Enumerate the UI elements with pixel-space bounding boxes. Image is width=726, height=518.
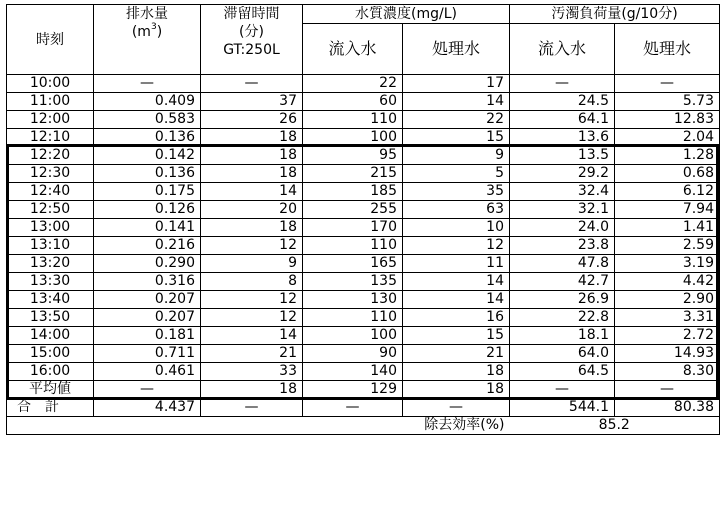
cell-time: 13:00 [7,219,94,237]
cell-retention: 9 [201,255,303,273]
cell-load-in: 29.2 [510,165,615,183]
cell-load-in: 64.5 [510,363,615,381]
cell-discharge: 0.583 [94,111,201,129]
total-label: 合計 [7,399,94,417]
cell-discharge: 0.142 [94,147,201,165]
cell-load-out: 12.83 [615,111,720,129]
cell-discharge: 0.316 [94,273,201,291]
cell-time: 12:30 [7,165,94,183]
table-row [7,309,720,327]
total-conc-out: — [403,399,510,417]
cell-conc-in: 22 [303,75,403,93]
cell-discharge: 0.207 [94,309,201,327]
cell-load-out: 1.28 [615,147,720,165]
cell-discharge: 0.141 [94,219,201,237]
cell-conc-in: 90 [303,345,403,363]
cell-load-out: 8.30 [615,363,720,381]
cell-load-in: 47.8 [510,255,615,273]
total-load-out: 80.38 [615,399,720,417]
cell-load-in: 18.1 [510,327,615,345]
table-row [7,327,720,345]
removal-value: 85.2 [510,417,720,435]
cell-load-out: 0.68 [615,165,720,183]
header-retention-label: 滞留時間 [223,6,280,22]
table-row [7,165,720,183]
average-load-in: — [510,381,615,399]
cell-conc-out: 14 [403,291,510,309]
cell-time: 13:20 [7,255,94,273]
average-row [7,381,720,399]
cell-load-in: 32.1 [510,201,615,219]
water-quality-table [6,4,720,435]
cell-load-in: 24.5 [510,93,615,111]
cell-discharge: 0.207 [94,291,201,309]
header-retention-unit: (分) [239,24,264,40]
cell-time: 12:50 [7,201,94,219]
header-retention [201,5,303,75]
header-quality-treated: 処理水 [403,24,510,75]
cell-discharge: 0.126 [94,201,201,219]
cell-conc-out: 21 [403,345,510,363]
cell-conc-out: 15 [403,129,510,147]
cell-conc-in: 110 [303,111,403,129]
table-row [7,129,720,147]
cell-conc-in: 100 [303,129,403,147]
cell-retention: 12 [201,237,303,255]
cell-load-out: 3.31 [615,309,720,327]
cell-conc-out: 63 [403,201,510,219]
table-row [7,219,720,237]
total-row [7,399,720,417]
cell-load-out: 2.04 [615,129,720,147]
table-row [7,237,720,255]
cell-retention: 33 [201,363,303,381]
cell-discharge: 0.461 [94,363,201,381]
cell-conc-in: 165 [303,255,403,273]
cell-discharge: — [94,75,201,93]
cell-discharge: 0.181 [94,327,201,345]
cell-time: 13:40 [7,291,94,309]
cell-load-out: 2.59 [615,237,720,255]
cell-conc-out: 5 [403,165,510,183]
header-load-inflow: 流入水 [510,24,615,75]
cell-load-in: 13.6 [510,129,615,147]
table-row [7,273,720,291]
header-time: 時刻 [7,5,94,75]
average-conc-in: 129 [303,381,403,399]
average-retention: 18 [201,381,303,399]
average-label: 平均値 [7,381,94,399]
cell-conc-in: 185 [303,183,403,201]
cell-load-in: 32.4 [510,183,615,201]
average-discharge: — [94,381,201,399]
cell-discharge: 0.136 [94,165,201,183]
cell-load-out: 2.90 [615,291,720,309]
table-row [7,93,720,111]
cell-retention: 8 [201,273,303,291]
cell-retention: 37 [201,93,303,111]
cell-time: 16:00 [7,363,94,381]
total-conc-in: — [303,399,403,417]
cell-discharge: 0.216 [94,237,201,255]
removal-label: 除去効率(%) [7,417,510,435]
cell-load-in: 64.0 [510,345,615,363]
cell-conc-out: 10 [403,219,510,237]
cell-retention: 21 [201,345,303,363]
cell-retention: 18 [201,219,303,237]
cell-conc-in: 100 [303,327,403,345]
cell-load-out: 4.42 [615,273,720,291]
cell-load-in: 42.7 [510,273,615,291]
header-quality-inflow: 流入水 [303,24,403,75]
cell-retention: 26 [201,111,303,129]
table-row [7,75,720,93]
cell-conc-in: 110 [303,309,403,327]
header-retention-gt: GT:250L [223,42,280,58]
cell-conc-in: 170 [303,219,403,237]
average-load-out: — [615,381,720,399]
cell-conc-out: 14 [403,273,510,291]
cell-time: 11:00 [7,93,94,111]
cell-load-in: — [510,75,615,93]
cell-conc-out: 22 [403,111,510,129]
cell-retention: 18 [201,165,303,183]
table-row [7,345,720,363]
cell-time: 13:50 [7,309,94,327]
cell-load-in: 24.0 [510,219,615,237]
total-discharge: 4.437 [94,399,201,417]
cell-load-out: — [615,75,720,93]
cell-time: 10:00 [7,75,94,93]
cell-retention: 18 [201,147,303,165]
table-body [7,75,720,381]
total-retention: — [201,399,303,417]
removal-row [7,417,720,435]
cell-load-in: 64.1 [510,111,615,129]
header-discharge [94,5,201,75]
cell-conc-out: 18 [403,363,510,381]
average-conc-out: 18 [403,381,510,399]
cell-discharge: 0.175 [94,183,201,201]
cell-discharge: 0.136 [94,129,201,147]
cell-conc-in: 215 [303,165,403,183]
table-row [7,201,720,219]
cell-time: 15:00 [7,345,94,363]
cell-load-out: 5.73 [615,93,720,111]
table-row [7,147,720,165]
cell-conc-out: 35 [403,183,510,201]
cell-load-in: 23.8 [510,237,615,255]
cell-conc-out: 9 [403,147,510,165]
cell-conc-out: 15 [403,327,510,345]
table-row [7,363,720,381]
cell-conc-in: 95 [303,147,403,165]
cell-load-in: 26.9 [510,291,615,309]
table-row [7,111,720,129]
cell-conc-in: 140 [303,363,403,381]
cell-time: 12:10 [7,129,94,147]
cell-time: 12:40 [7,183,94,201]
cell-load-in: 22.8 [510,309,615,327]
cell-retention: 18 [201,129,303,147]
cell-retention: 14 [201,327,303,345]
cell-conc-out: 17 [403,75,510,93]
header-discharge-unit: $(m^3)$ [131,22,163,40]
cell-conc-in: 135 [303,273,403,291]
cell-load-out: 7.94 [615,201,720,219]
table-row [7,183,720,201]
cell-conc-in: 60 [303,93,403,111]
header-load: 汚濁負荷量(g/10分) [510,5,720,24]
cell-conc-in: 110 [303,237,403,255]
cell-conc-out: 12 [403,237,510,255]
cell-retention: — [201,75,303,93]
cell-retention: 12 [201,291,303,309]
cell-conc-out: 14 [403,93,510,111]
total-load-in: 544.1 [510,399,615,417]
cell-load-in: 13.5 [510,147,615,165]
cell-load-out: 3.19 [615,255,720,273]
cell-conc-out: 11 [403,255,510,273]
cell-retention: 12 [201,309,303,327]
cell-time: 13:30 [7,273,94,291]
cell-time: 14:00 [7,327,94,345]
cell-time: 12:20 [7,147,94,165]
cell-retention: 20 [201,201,303,219]
cell-discharge: 0.409 [94,93,201,111]
cell-conc-out: 16 [403,309,510,327]
cell-load-out: 6.12 [615,183,720,201]
cell-time: 12:00 [7,111,94,129]
cell-discharge: 0.290 [94,255,201,273]
cell-conc-in: 255 [303,201,403,219]
header-discharge-label: 排水量 [126,6,168,22]
header-load-treated: 処理水 [615,24,720,75]
cell-time: 13:10 [7,237,94,255]
table-row [7,291,720,309]
cell-conc-in: 130 [303,291,403,309]
cell-retention: 14 [201,183,303,201]
cell-load-out: 2.72 [615,327,720,345]
table-row [7,255,720,273]
cell-load-out: 1.41 [615,219,720,237]
cell-load-out: 14.93 [615,345,720,363]
header-quality: 水質濃度(mg/L) [303,5,510,24]
cell-discharge: 0.711 [94,345,201,363]
